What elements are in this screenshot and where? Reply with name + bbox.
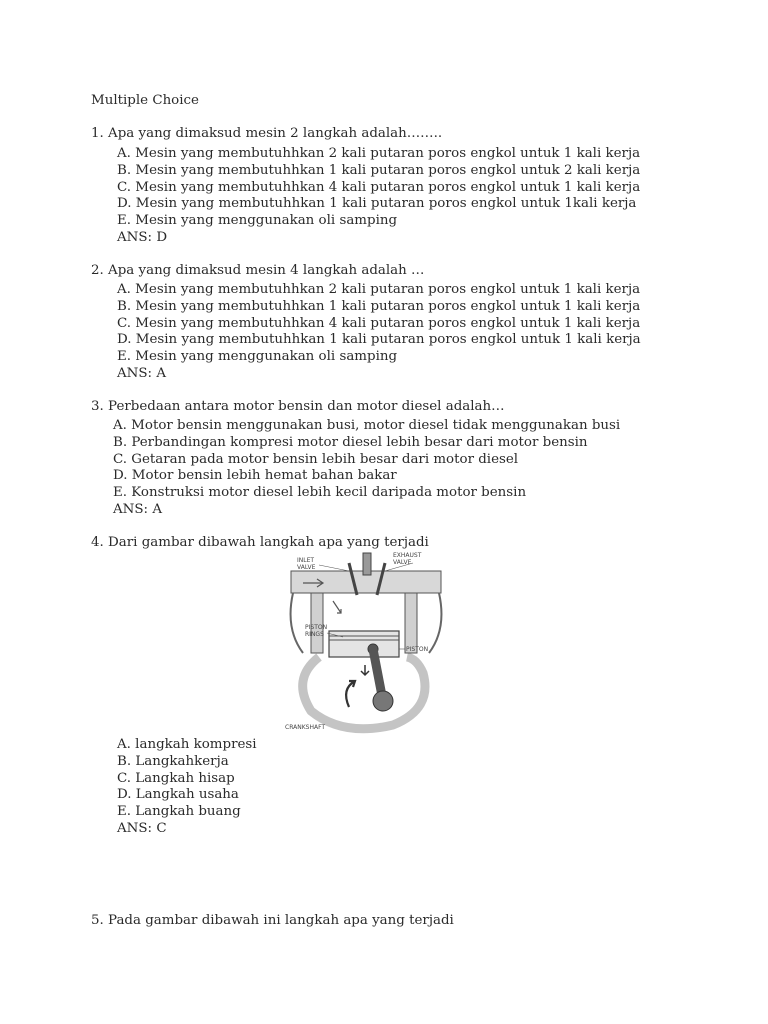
option-d: D. Mesin yang membutuhhkan 1 kali putaran poros engkol untuk 1 kali kerja [117,332,641,348]
option-d: D. Langkah usaha [117,787,239,803]
label-leader [319,565,349,571]
crankcase [303,657,425,729]
crankshaft-label: CRANKSHAFT [285,724,326,731]
exhaust-valve-label: EXHAUST [393,552,422,559]
spark-plug-icon [363,553,371,575]
question-3-options [113,418,620,519]
piston-down-arrow-icon [361,665,369,675]
option-c: C. Mesin yang membutuhhkan 4 kali putaran poros engkol untuk 1 kali kerja [117,179,641,195]
jacket-left [291,593,303,653]
answer-key: ANS: C [117,820,167,836]
rotation-arrow-icon [346,681,355,707]
option-c: C. Langkah hisap [117,770,235,786]
exhaust-valve-label: VALVE [393,559,412,566]
option-a: A. Mesin yang membutuhhkan 2 kali putaran poros engkol untuk 1 kali kerja [117,146,641,161]
option-c: C. Getaran pada motor bensin lebih besar dari motor diesel [113,451,519,467]
cylinder-wall-right [405,593,417,653]
page-title: Multiple Choice [91,93,199,108]
answer-key: ANS: D [117,229,168,245]
option-e: E. Mesin yang menggunakan oli samping [117,349,398,365]
crankshaft [373,691,393,711]
option-e: E. Langkah buang [117,804,241,820]
option-a: A. Motor bensin menggunakan busi, motor diesel tidak menggunakan busi [113,418,621,433]
option-b: B. Langkahkerja [117,753,229,769]
intake-flow-arrow-icon [333,601,341,613]
question-2-options [117,282,641,383]
question-3-text: 3. Perbedaan antara motor bensin dan motor diesel adalah… [91,399,505,414]
question-5-text: 5. Pada gambar dibawah ini langkah apa yang terjadi [91,913,454,928]
question-4-options [117,737,257,838]
answer-key: ANS: A [113,501,162,517]
option-d: D. Mesin yang membutuhhkan 1 kali putaran poros engkol untuk 1kali kerja [117,196,637,212]
option-e: E. Mesin yang menggunakan oli samping [117,213,398,229]
piston-label: PISTON [406,646,429,653]
option-c: C. Mesin yang membutuhhkan 4 kali putaran poros engkol untuk 1 kali kerja [117,315,641,331]
question-1-options [117,146,640,247]
option-b: B. Mesin yang membutuhhkan 1 kali putaran poros engkol untuk 2 kali kerja [117,162,641,178]
piston [329,631,399,657]
jacket-right [429,593,441,653]
option-b: B. Mesin yang membutuhhkan 1 kali putaran poros engkol untuk 1 kali kerja [117,298,641,314]
question-2-text: 2. Apa yang dimaksud mesin 4 langkah adalah … [91,263,425,278]
option-a: A. langkah kompresi [117,737,257,752]
cylinder-wall-left [311,593,323,653]
answer-key: ANS: A [117,365,166,381]
option-b: B. Perbandingan kompresi motor diesel lebih besar dari motor bensin [113,434,588,450]
question-4-text: 4. Dari gambar dibawah langkah apa yang terjadi [91,535,429,550]
option-a: A. Mesin yang membutuhhkan 2 kali putaran poros engkol untuk 1 kali kerja [117,282,641,297]
inlet-valve-label: VALVE [297,564,316,571]
option-e: E. Konstruksi motor diesel lebih kecil daripada motor bensin [113,485,527,501]
inlet-valve-label: INLET [297,557,315,564]
question-1-text: 1. Apa yang dimaksud mesin 2 langkah adalah…….. [91,126,443,141]
option-d: D. Motor bensin lebih hemat bahan bakar [113,468,397,484]
piston-rings-label: PISTON [305,624,328,631]
engine-cylinder-diagram [283,549,451,734]
piston-rings-label: RINGS [305,631,324,638]
